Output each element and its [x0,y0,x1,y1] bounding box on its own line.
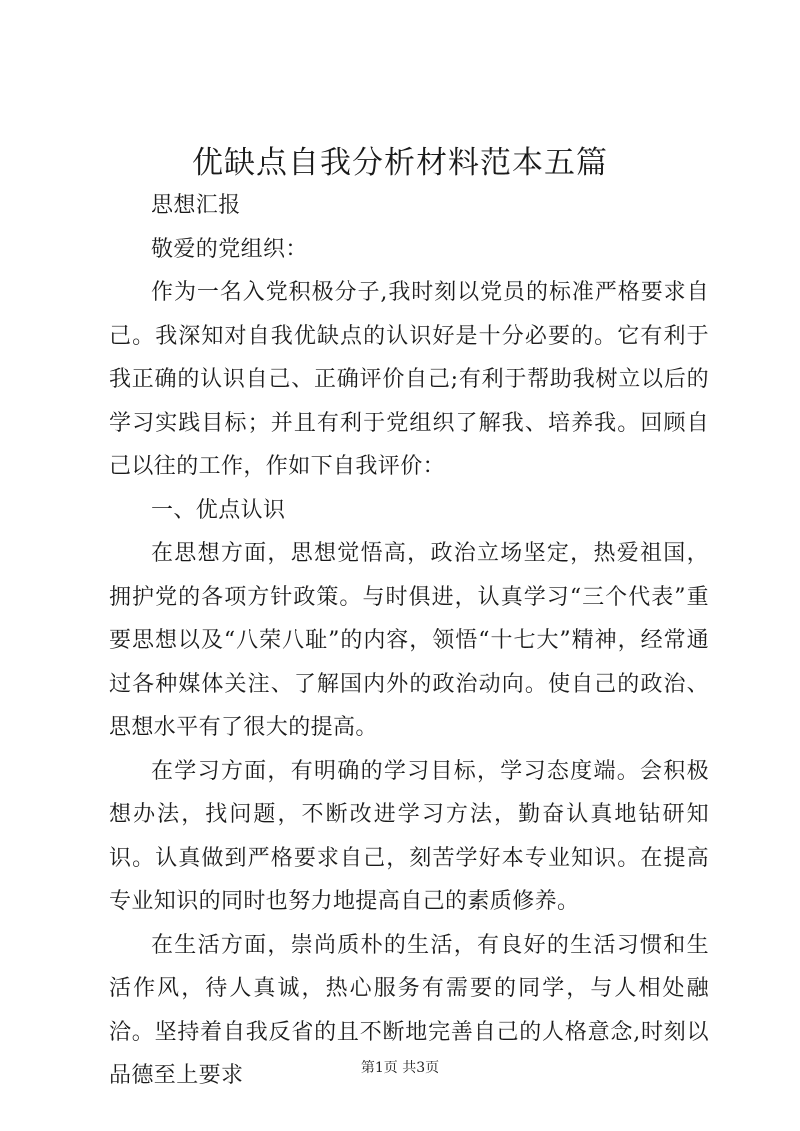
paragraph-study: 在学习方面，有明确的学习目标，学习态度端。会积极想办法，找问题，不断改进学习方法，勤奋认真地钻研知识。认真做到严格要求自己，刻苦学好本专业知识。在提高专业知识的同时也努力地提高自己的素质修养。 [109,758,709,914]
document-title: 优缺点自我分析材料范本五篇 [192,145,608,181]
section-heading-strengths: 一、优点认识 [151,497,286,523]
paragraph-thought: 在思想方面，思想觉悟高，政治立场坚定，热爱祖国，拥护党的各项方针政策。与时俱进，认真学习“三个代表”重要思想以及“八荣八耻”的内容，领悟“十七大”精神，经常通过各种媒体关注、了解国内外的政治动向。使自己的政治、思想水平有了很大的提高。 [109,541,709,740]
section-label: 思想汇报 [151,193,241,218]
intro-paragraph: 作为一名入党积极分子,我时刻以党员的标准严格要求自己。我深知对自我优缺点的认识好是十分必要的。它有利于我正确的认识自己、正确评价自己;有利于帮助我树立以后的学习实践目标；并且有利于党组织了解我、培养我。回顾自己以往的工作，作如下自我评价： [109,280,709,479]
document-body [109,184,709,1098]
page-footer: 第1页 共3页 [360,1060,440,1076]
paragraph-life: 在生活方面，崇尚质朴的生活，有良好的生活习惯和生活作风，待人真诚，热心服务有需要的同学，与人相处融洽。坚持着自我反省的且不断地完善自己的人格意念,时刻以品德至上要求 [109,932,709,1088]
salutation: 敬爱的党组织： [151,236,308,262]
